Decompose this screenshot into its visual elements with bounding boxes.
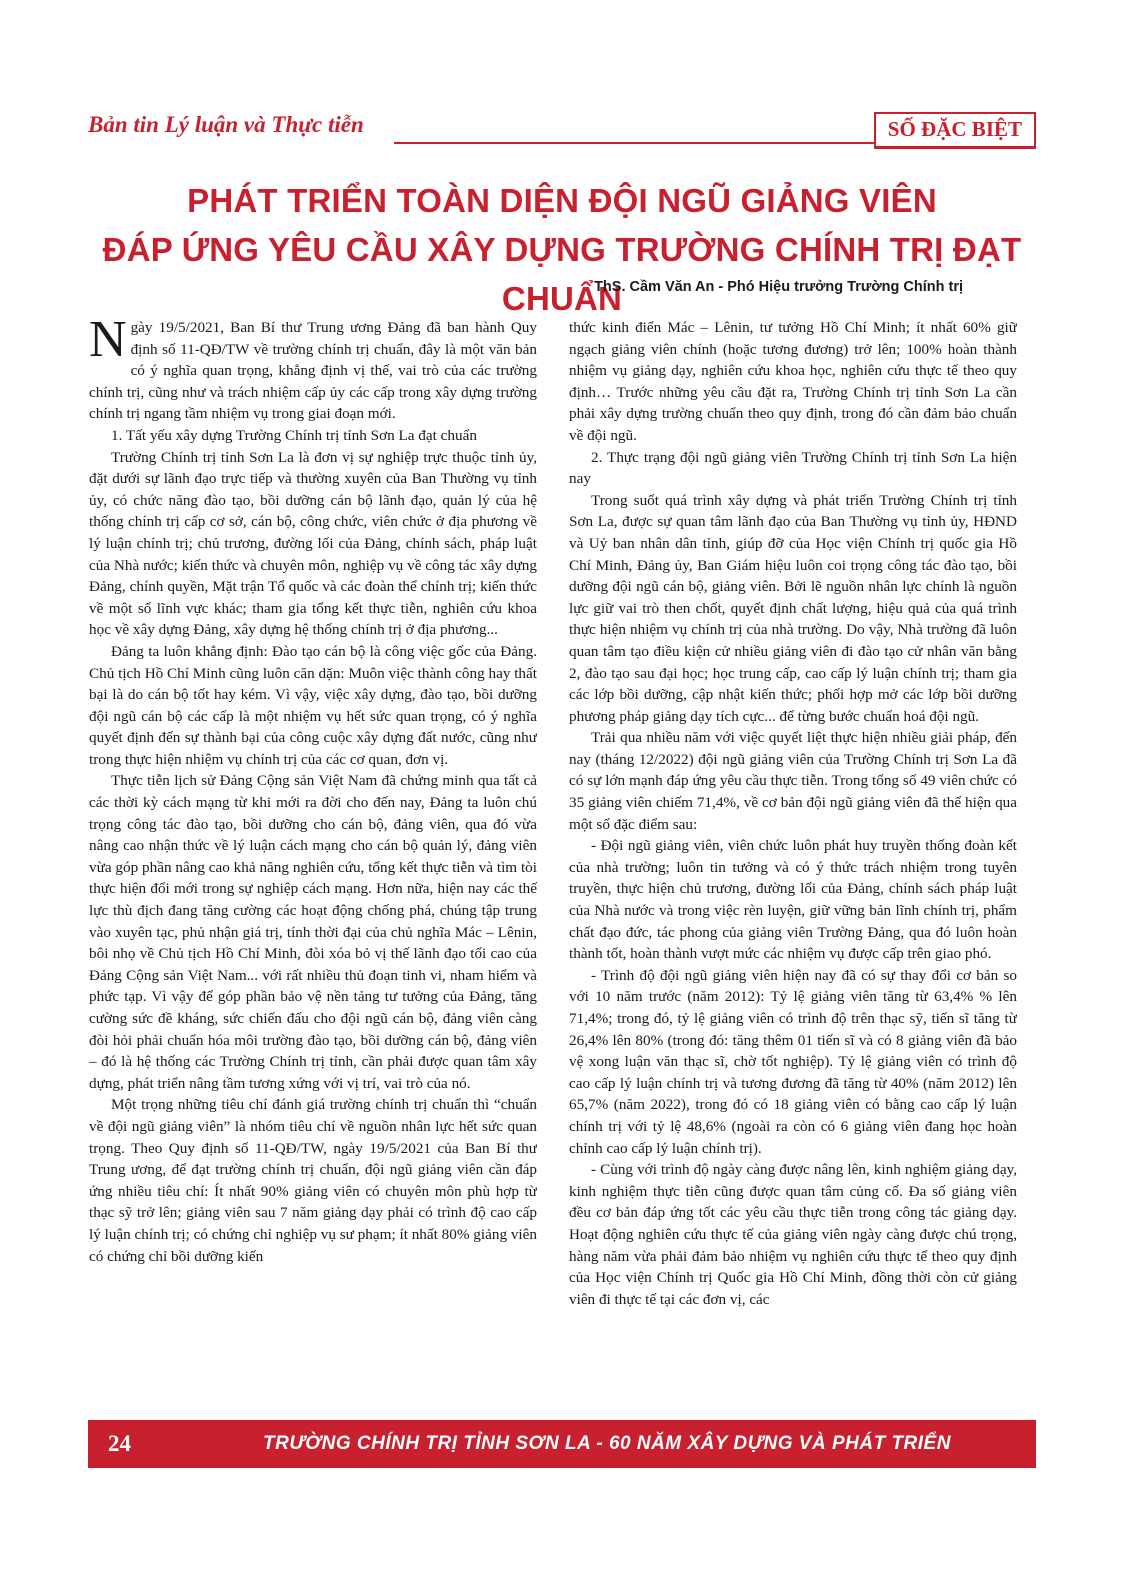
paragraph: - Đội ngũ giảng viên, viên chức luôn phát huy truyền thống đoàn kết của nhà trường; luôn tin tưởng và có ý thức trách nhiệm trong tuyên truyền, thực hiện chủ trương, đường lối của Đảng, chính sách pháp luật của Nhà nước và trong việc rèn luyện, giữ vững bản lĩnh chính trị, phẩm chất đạo đức, tác phong của giảng viên Trường Đảng, qua đó luôn hoàn thành tốt, hoàn thành vượt mức các nhiệm vụ được cấp trên giao phó.	[569, 837, 1017, 963]
column-left	[89, 317, 537, 1402]
paragraph: Trong suốt quá trình xây dựng và phát triển Trường Chính trị tỉnh Sơn La, được sự quan tâm lãnh đạo của Ban Thường vụ tỉnh ủy, HĐND và Uỷ ban nhân dân tỉnh, giúp đỡ của Học viện Chính trị quốc gia Hồ Chí Minh, Đảng ủy, Ban Giám hiệu luôn coi trọng công tác đào tạo, bồi dưỡng đội ngũ cán bộ, giảng viên. Bởi lẽ nguồn nhân lực chính là nguồn lực giữ vai trò then chốt, quyết định chất lượng, hiệu quả của quá trình thực hiện nhiệm vụ chính trị của nhà trường. Do vậy, Nhà trường đã luôn quan tâm tạo điều kiện cử nhiều giảng viên đi đào tạo cử nhân văn bằng 2, đào tạo sau đại học; học trung cấp, cao cấp lý luận chính trị; tham gia các lớp bồi dưỡng, cập nhật kiến thức; phối hợp mở các lớp bồi dưỡng phương pháp giảng dạy tích cực... để từng bước chuẩn hoá đội ngũ.	[569, 491, 1017, 725]
paragraph: Đảng ta luôn khẳng định: Đào tạo cán bộ là công việc gốc của Đảng. Chủ tịch Hồ Chí Minh cũng luôn căn dặn: Muôn việc thành công hay thất bại là do cán bộ tốt hay kém. Vì vậy, việc xây dựng, đào tạo, bồi dưỡng đội ngũ cán bộ các cấp là một nhiệm vụ hết sức quan trọng, có ý nghĩa quyết định đến sự thành bại của công cuộc xây dựng đất nước, cũng như trong thực hiện nhiệm vụ chính trị của các cơ quan, đơn vị.	[89, 642, 537, 768]
drop-cap: N	[89, 317, 127, 368]
page-number: 24	[108, 1431, 131, 1456]
title-line-2: ĐÁP ỨNG YÊU CẦU XÂY DỰNG TRƯỜNG CHÍNH TRỊ ĐẠT CHUẨN	[102, 231, 1022, 317]
header-rule	[394, 142, 936, 144]
top-margin	[0, 0, 1123, 92]
paragraph: Thực tiễn lịch sử Đảng Cộng sản Việt Nam đã chứng minh qua tất cả các thời kỳ cách mạng từ khi mới ra đời cho đến nay, Đảng ta luôn chú trọng công tác đào tạo, bồi dưỡng cho cán bộ, đảng viên, qua đó vừa nâng cao nhận thức về lý luận cách mạng cho cán bộ quản lý, đảng viên vừa góp phần nâng cao khả năng nghiên cứu, tổng kết thực tiễn và tìm tòi thực hiện đổi mới trong sự nghiệp cách mạng. Hơn nữa, hiện nay các thế lực thù địch đang tăng cường các hoạt động chống phá, chúng tập trung vào xuyên tạc, phủ nhận giá trị, tính thời đại của chủ nghĩa Mác – Lênin, bôi nhọ về Chủ tịch Hồ Chí Minh, đòi xóa bỏ vị thế lãnh đạo tối cao của Đảng Cộng sản Việt Nam... với rất nhiều thủ đoạn tinh vi, nham hiểm và phức tạp. Vì vậy để góp phần bảo vệ nền tảng tư tưởng của Đảng, tăng cường sức đề kháng, sức chiến đấu cho đội ngũ cán bộ, đảng viên càng đòi hỏi phải chuẩn hóa môi trường đào tạo, bồi dưỡng cán bộ, đảng viên – đó là hệ thống các Trường Chính trị tỉnh, cần phải được quan tâm xây dựng, phát triển nâng tầm tương xứng với vị trí, vai trò của nó.	[89, 772, 537, 1092]
paragraph: - Cùng với trình độ ngày càng được nâng lên, kinh nghiệm giảng dạy, kinh nghiệm thực tiễn cũng được quan tâm củng cố. Đa số giảng viên đều cơ bản đáp ứng tốt các yêu cầu thực tiễn trong công tác giảng dạy. Hoạt động nghiên cứu thực tế của giảng viên ngày càng được chú trọng, hàng năm vừa phải đảm bảo nhiệm vụ nghiên cứu thực tế theo quy định của Học viện Chính trị Quốc gia Hồ Chí Minh, đồng thời còn cử giảng viên đi thực tế tại các đơn vị, các	[569, 1161, 1017, 1308]
section-heading-1: 1. Tất yếu xây dựng Trường Chính trị tỉnh Sơn La đạt chuẩn	[111, 426, 477, 444]
column-right	[569, 317, 1017, 1402]
author-line: ThS. Cầm Văn An - Phó Hiệu trưởng Trường Chính trị	[594, 279, 963, 295]
paragraph: - Trình độ đội ngũ giảng viên hiện nay đã có sự thay đổi cơ bản so với 10 năm trước (năm 2012): Tỷ lệ giảng viên tăng từ 63,4% % lên 71,4%; trong đó, tỷ lệ giảng viên có trình độ trên thạc sỹ, tiến sĩ tăng từ 26,4% lên 80% (trong đó: tăng thêm 01 tiến sĩ và có 8 giảng viên đã bảo vệ xong luận văn thạc sĩ, chờ tốt nghiệp). Tỷ lệ giảng viên có trình độ cao cấp lý luận chính trị và tương đương đã tăng từ 40% (năm 2012) lên 65,7% (năm 2022), trong đó có 18 giảng viên có bằng cao cấp lý luận chính trị với tỷ lệ 48,6% (ngoài ra còn có 6 giảng viên đang học hoàn chỉnh cao cấp lý luận chính trị).	[569, 966, 1017, 1157]
section-heading-2: 2. Thực trạng đội ngũ giảng viên Trường Chính trị tỉnh Sơn La hiện nay	[569, 448, 1017, 488]
page-header	[88, 112, 1036, 146]
paragraph: Trải qua nhiều năm với việc quyết liệt thực hiện nhiều giải pháp, đến nay (tháng 12/2022) đội ngũ giảng viên của Trường Chính trị Sơn La đã có sự lớn mạnh đáp ứng yêu cầu thực tiễn. Trong tổng số 49 viên chức có 35 giảng viên chiếm 71,4%, về cơ bản đội ngũ giảng viên đã thể hiện qua một số đặc điểm sau:	[569, 729, 1017, 833]
paragraph: thức kinh điển Mác – Lênin, tư tưởng Hồ Chí Minh; ít nhất 60% giữ ngạch giảng viên chính (hoặc tương đương) trở lên; 100% hoàn thành nhiệm vụ giảng dạy, nghiên cứu khoa học, nghiên cứu thực tế theo quy định… Trước những yêu cầu đặt ra, Trường Chính trị tỉnh Sơn La cần phải xây dựng trường chuẩn theo quy định, trong đó cần đảm bảo chuẩn về đội ngũ.	[569, 319, 1017, 444]
paragraph: Trường Chính trị tỉnh Sơn La là đơn vị sự nghiệp trực thuộc tỉnh ủy, đặt dưới sự lãnh đạo trực tiếp và thường xuyên của Ban Thường vụ tỉnh ủy, có chức năng đào tạo, bồi dưỡng cán bộ lãnh đạo, quản lý của hệ thống chính trị cấp cơ sở, cán bộ, công chức, viên chức ở địa phương về lý luận chính trị; chủ trương, đường lối của Đảng, chính sách, pháp luật của Nhà nước; kiến thức và chuyên môn, nghiệp vụ về công tác xây dựng Đảng, chính quyền, Mặt trận Tổ quốc và các đoàn thể chính trị; kiến thức về một số lĩnh vực khác; tham gia tổng kết thực tiễn, nghiên cứu khoa học về xây dựng Đảng, xây dựng hệ thống chính trị ở địa phương...	[89, 448, 537, 639]
paragraph: Ngày 19/5/2021, Ban Bí thư Trung ương Đảng đã ban hành Quy định số 11-QĐ/TW về trường chính trị chuẩn, đây là một văn bản có ý nghĩa quan trọng, khẳng định vị thế, vai trò của các trường chính trị, cũng như và trách nhiệm cấp ủy các cấp trong xây dựng trường chính trị ngang tầm nhiệm vụ trong giai đoạn mới.	[89, 317, 537, 423]
page-footer	[88, 1420, 1036, 1468]
footer-title: TRƯỜNG CHÍNH TRỊ TỈNH SƠN LA - 60 NĂM XÂY DỰNG VÀ PHÁT TRIỂN	[263, 1433, 951, 1454]
article-title	[88, 176, 1036, 323]
title-line-1: PHÁT TRIỂN TOÀN DIỆN ĐỘI NGŨ GIẢNG VIÊN	[187, 182, 937, 219]
issue-badge: SỐ ĐẶC BIỆT	[874, 112, 1036, 149]
paragraph: Một trọng những tiêu chí đánh giá trường chính trị chuẩn thì “chuẩn về đội ngũ giảng viên” là nhóm tiêu chí về nguồn nhân lực hết sức quan trọng. Theo Quy định số 11-QĐ/TW, ngày 19/5/2021 của Ban Bí thư Trung ương, để đạt trường chính trị chuẩn, đội ngũ giảng viên cần đáp ứng nhiều tiêu chí: Ít nhất 90% giảng viên có chuyên môn phù hợp từ thạc sỹ trở lên; giảng viên sau 7 năm giảng dạy phải có trình độ cao cấp lý luận chính trị; có chứng chỉ nghiệp vụ sư phạm; ít nhất 80% giảng viên có chứng chỉ bồi dưỡng kiến	[89, 1096, 537, 1265]
publication-name: Bản tin Lý luận và Thực tiễn	[88, 112, 364, 137]
